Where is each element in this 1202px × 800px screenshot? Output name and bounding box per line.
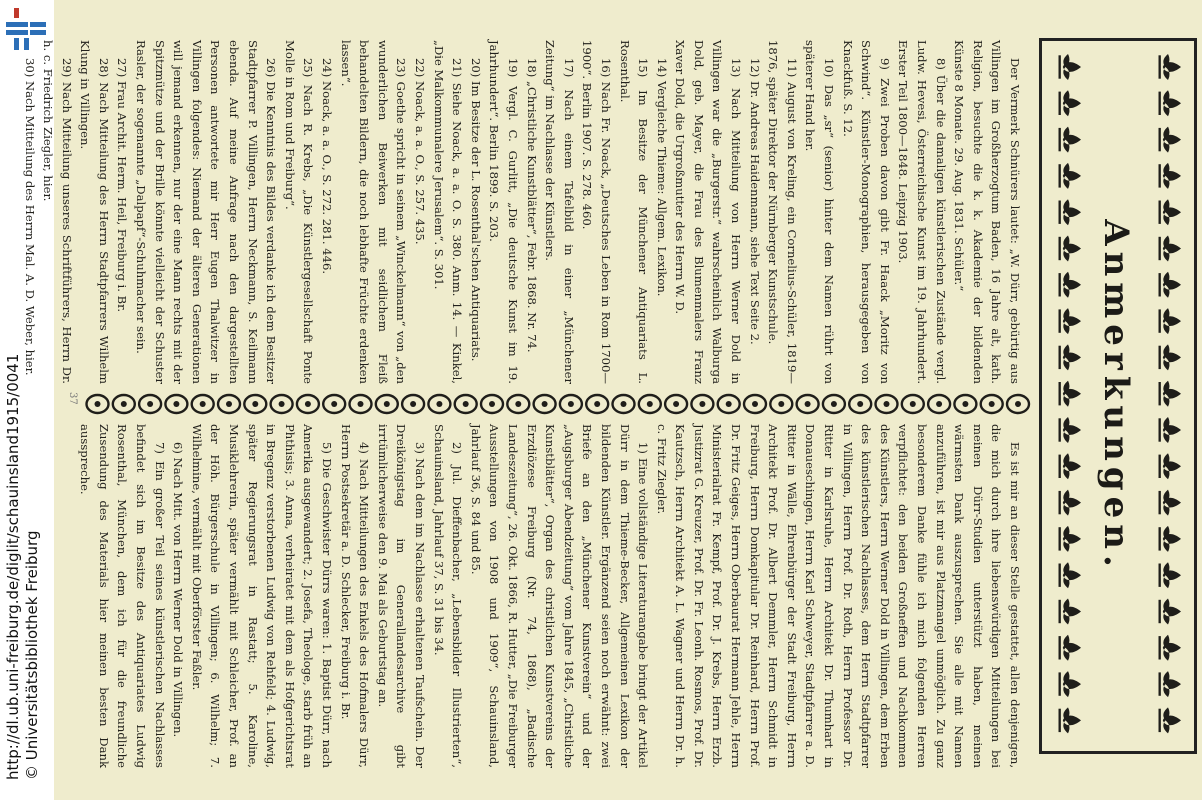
footnote-paragraph: 16) Nach Fr. Noack, „Deutsches Leben in Rom 1700—1900“. Berlin 1907. S. 278. 460. (580, 40, 613, 384)
footnote-paragraph: Der Vermerk Schnürers lautet: „W. Dürr, gebürtig aus Villingen im Großherzogtum Baden, 16 Jahre alt, kath. Religion, besuchte die k. k. Akademie der bildenden Künste 8 Monate. 29. Aug. 1831. Schüler.“ (952, 40, 1022, 384)
footnote-paragraph: 1) Eine vollständige Literaturangabe bringt der Artikel Dürr in dem Thieme-Becker, Allgemeinen Lexikon der bildenden Künstler. Ergänzend seien noch erwähnt: zwei Briefe an den „Münchener Kunstverein“ und der „Augsburger Abendzeitung“ vom Jahre 1845, „Christliche Kunstblätter“, Organ des christlichen Kunstvereins der Erzdiözese Freiburg (Nr. 74, 1868), „Badische Landeszeitung“, 26. Okt. 1866, R. Hutter, „Die Freiburger Ausstellungen von 1908 und 1909“, Schauinsland, Jahrlauf 36, S. 84 und 85. (468, 424, 651, 768)
footnote-paragraph: 5) Die Geschwister Dürrs waren: 1. Baptist Dürr, nach Amerika ausgewandert; 2. Josefa, Theologe, starb früh an Phthisis; 3. Anna, verheiratet mit dem als Hofgerichtsrat in Bregenz verstorbenen Ludwig von Rehfeld; 4. Ludwig, später Regierungsrat in Rastatt; 5. Karoline, Musiklehrerin, später vermählt mit Schleicher, Prof. an der Höh. Bürgerschule in Villingen; 6. Wilhelm; 7. Wilhelmine, vermählt mit Oberförster Faßler. (189, 424, 335, 768)
footnote-paragraph: 22) Noack, a. a. O., S. 257. 435. (413, 58, 427, 245)
footnote-paragraph: 12) Dr. Andreas Haidenmann, siehe Text Seite 2. (747, 58, 762, 345)
title-frame (1039, 38, 1197, 754)
footnote-paragraph: 24) Noack, a. a. O., S. 272. 281. 446. (320, 58, 335, 275)
footnote-paragraph: 15) Im Besitze der Münchener Antiquariats L. Rosenthal. (617, 40, 651, 384)
footnote-paragraph: 17) Nach einem Tafelbild in einer „Münchener Zeitung“ im Nachlasse der Künstlers. (543, 40, 576, 384)
footnote-paragraph: 9) Zwei Proben davon gibt Fr. Haack „Moritz von Schwind“. Künstler-Monographien, herausgegeben von Knackfuß. S. 12. (840, 40, 892, 384)
source-url[interactable]: http://dl.ub.uni-freiburg.de/diglit/schauinsland1915/0041 (4, 353, 22, 780)
bottom-ornament-band-icon (1048, 47, 1088, 747)
footnote-paragraph: Es ist mir an dieser Stelle gestattet, allen denjenigen, die mich durch ihre liebenswürdigen Mitteilungen bei meinen Dürr-Studien unterstützt haben, meinen wärmsten Dank auszusprechen. Sie alle mit Namen anzuführen, ist mir aus Platzmangel unmöglich. Zu ganz besonderem Danke fühle ich mich folgenden Herren verpflichtet: den beiden Großneffen und Nachkommen des Künstlers, Herrn Werner Dold in Villingen, dem Erben des künstlerischen Nachlasses, dem Herrn Stadtpfarrer in Villingen, Herrn Prof. Dr. Roth, Herrn Professor Dr. Ritter in Karlsruhe, Herrn Architekt Dr. Thumhart in Donaueschingen, Herrn Karl Schweyer, Stadtpfarrer a. D. Ritter in Wälle, Ehrenbürger der Stadt Freiburg, Herrn Architekt Prof. Dr. Albert Demmler, Herrn Schmidt in Freiburg, Herrn Domkapitular Dr. Reinhard, Herrn Prof. Dr. Fritz Geiges, Herrn Oberbaurat Hermann Jehle, Herrn Ministerialrat Fr. Kempf, Prof. Dr. J. Krebs, Herrn Erzb. Justizrat G. Kreuzer, Prof. Dr. Fr. Leonh. Rosmos, Prof. Dr. Kautzsch, Herrn Architekt A. L. Wagner und Herrn Dr. h. c. Fritz Ziegler. (654, 424, 1022, 768)
footnote-paragraph: 8) Über die damaligen künstlerischen Zustände vergl. Ludw. Hevesi, Österreichische Kunst im 19. Jahrhundert. Erster Teil 1800—1848. Leipzig 1903. (896, 40, 948, 384)
footnote-paragraph: 25) Nach R. Krebs, „Die Künstlergesellschaft Ponte Molle in Rom und Freiburg“. (282, 40, 316, 384)
footnote-paragraph: 11) August von Kreling, ein Cornelius-Schüler, 1819—1876, später Direktor der Nürnberger Kunstschule. (766, 40, 799, 384)
footnote-paragraph: 7) Ein großer Teil seines künstlerischen Nachlasses befindet sich im Besitze des Antiquariates Ludwig Rosenthal, München, dem ich für die freundliche Zusendung des Materials hier meinen besten Dank ausspreche. (78, 424, 167, 768)
footnote-paragraph: 28) Nach Mitteilung des Herrn Stadtpfarrers Wilhelm Klung in Villingen. (78, 40, 111, 384)
column-divider-ornament-icon (82, 392, 1032, 416)
footnote-paragraph: 21) Siehe Noack, a. a. O. S. 380. Anm. 14. — Kinkel, „Die Malkommunalere Jerusalem“. S. 301. (431, 40, 465, 384)
footnote-paragraph: 26) Die Kenntnis des Bildes verdanke ich dem Besitzer Stadtpfarrer P. Villingen, Herrn Neckmann, S. Keilmann ebenda. Auf meine Anfrage nach den dargestellten Personen antwortete mir Herr Eugen Thalwitzer in Villingen folgendes: Niemand der älteren Generationen will jemand erkennen, nur der eine Mann rechts mit der Spitzmütze und der Brille könnte vielleicht der Schuster Rasler, der sogenannte „Dalpapf“-Schuhmacher sein. (134, 40, 279, 384)
page-title: Anmerkungen. (1096, 219, 1136, 573)
footnote-paragraph: 19) Vergl. C. Gurlitt, „Die deutsche Kunst im 19. Jahrhundert“. Berlin 1899. S. 203. (487, 40, 520, 384)
footnote-paragraph: 20) Im Besitze der L. Rosenthal'schen Antiquariats. (468, 58, 483, 362)
footnote-paragraph: 23) Goethe spricht in seinem „Winckelmann“ von „den wunderlichen Beiwerken mit seidlichem Fleiß behandelten Bildern, die noch lebhafte Früchte erdenken lassen“. (338, 40, 409, 384)
page-number: 37 (67, 392, 78, 405)
footnote-paragraph: 10) Das „sr“ (senior) hinter dem Namen rührt von späterer Hand her. (803, 40, 837, 384)
footnote-paragraph: 3) Nach dem im Nachlasse erhaltenen Taufschein. Der Dreikönigstag im Generallandesarchive gibt irrtümlicherweise den 9. Mai als Geburtstag an. (375, 424, 427, 768)
footnote-paragraph: 6) Nach Mitt. von Herrn Werner Dold in Villingen. (171, 442, 186, 738)
footnote-paragraph: 29) Nach Mitteilung unseres Schriftführers, Herrn Dr. h. c. Friedrich Ziegler, hier. (41, 40, 74, 384)
footnote-paragraph: 18) „Christliche Kunstblätter“, Febr. 1868. Nr. 74. (524, 58, 539, 353)
copyright-notice: © Universitätsbibliothek Freiburg (23, 530, 41, 780)
right-column (78, 424, 1024, 768)
left-column (22, 40, 1024, 384)
footnote-paragraph: 14) Vergleiche Thieme: Allgem. Lexikon. (654, 58, 669, 297)
footnote-paragraph: 4) Nach Mitteilungen des Enkels des Hofmalers Dürr, Herrn Postsekretär a. D. Schlecker, Freiburg i. Br. (338, 424, 372, 768)
footnote-paragraph: 30) Nach Mitteilung des Herrn Mal. A. D. Weber, hier. (22, 58, 37, 376)
footnote-paragraph: 2) Jul. Dieffenbacher, „Lebensbilder Illustrierten“, Schauinsland, Jahrlauf 37, S. 31 bis 34. (431, 424, 465, 768)
top-ornament-band-icon (1148, 47, 1188, 747)
footnote-paragraph: 13) Nach Mitteilung von Herrn Werner Dold in Villingen war die „Burgerstr.“ wahrscheinlich Walburga Dold, geb. Mayer, die Frau des Blumenmalers Franz Xaver Dold, die Urgroßmutter des Herrn W. D. (673, 40, 744, 384)
footnote-paragraph: 27) Frau Archit. Herm. Heil, Freiburg i. Br. (115, 58, 130, 313)
